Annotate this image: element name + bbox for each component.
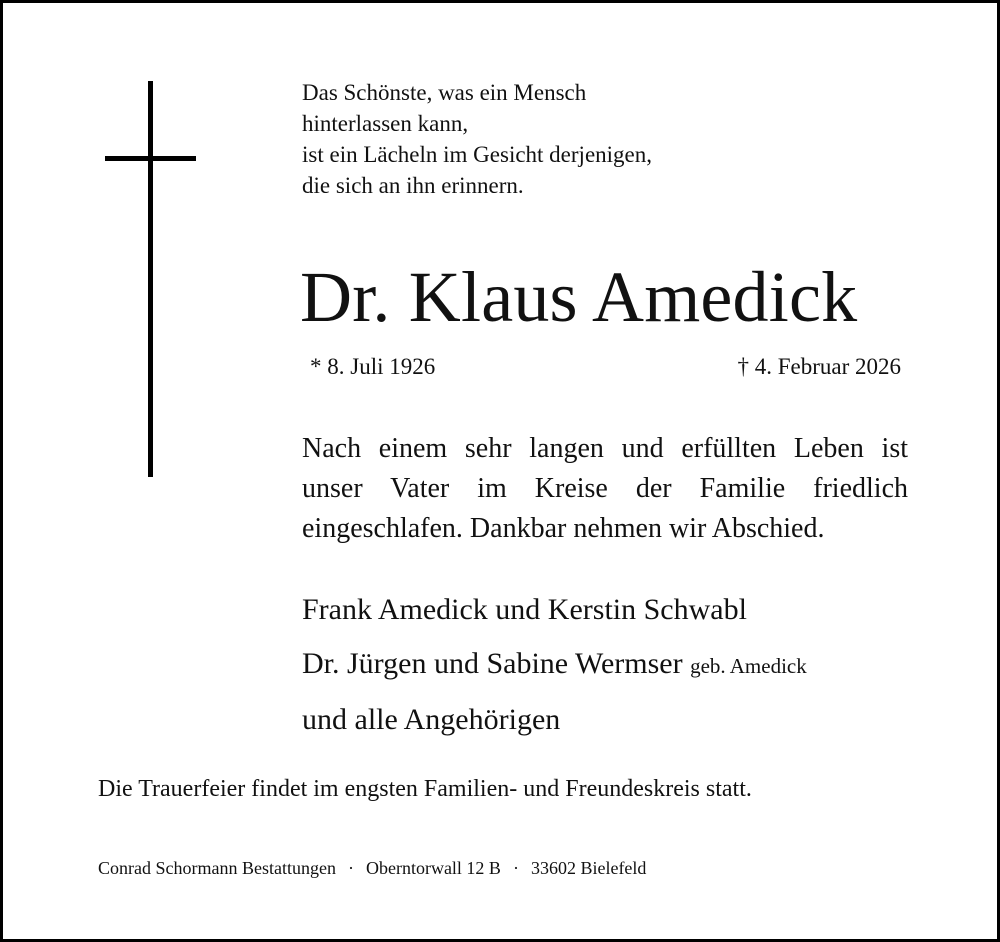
mourner-names: Dr. Jürgen und Sabine Wermser	[302, 647, 683, 680]
farewell-message	[302, 429, 908, 549]
quote-line: ist ein Lächeln im Gesicht derjenigen,	[302, 142, 652, 167]
mourner-line	[302, 637, 807, 693]
funeral-home-street: Oberntorwall 12 B	[365, 858, 501, 878]
cross-icon	[148, 81, 153, 477]
mourners-list	[302, 583, 807, 747]
death-date: † 4. Februar 2026	[737, 354, 901, 379]
quote-line: hinterlassen kann,	[302, 111, 469, 136]
funeral-home-name: Conrad Schormann Bestattungen	[98, 858, 336, 878]
message-line: Nach einem sehr langen und erfüllten Leben ist	[302, 433, 908, 464]
message-line: unser Vater im Kreise der Familie friedlich	[302, 473, 908, 504]
ceremony-note: Die Trauerfeier findet im engsten Familien- und Freundeskreis statt.	[98, 776, 752, 802]
mourner-line: und alle Angehörigen	[302, 703, 561, 736]
footer-separator: ·	[347, 858, 354, 878]
funeral-home-footer	[98, 856, 646, 880]
birth-date: * 8. Juli 1926	[310, 354, 436, 379]
deceased-name: Dr. Klaus Amedick	[300, 257, 858, 337]
quote-block	[302, 77, 652, 201]
quote-line: die sich an ihn erinnern.	[302, 173, 524, 198]
footer-separator: ·	[512, 858, 519, 878]
funeral-home-city: 33602 Bielefeld	[530, 858, 647, 878]
mourner-line: Frank Amedick und Kerstin Schwabl	[302, 593, 747, 626]
quote-line: Das Schönste, was ein Mensch	[302, 80, 587, 105]
cross-icon-bar	[105, 156, 196, 161]
maiden-name-note: geb. Amedick	[690, 654, 807, 678]
message-line: eingeschlafen. Dankbar nehmen wir Abschied.	[302, 513, 825, 544]
